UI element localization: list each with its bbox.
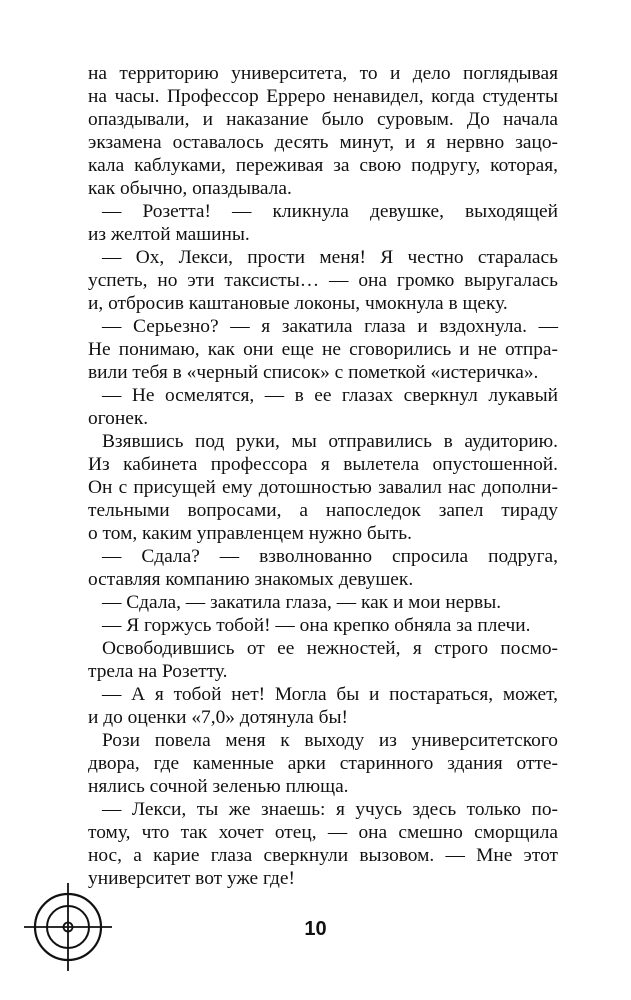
text-line: двора, где каменные арки старинного здания отте- [88,753,558,774]
text-line: Рози повела меня к выходу из университетского [102,730,558,751]
text-line: огонек. [88,408,149,429]
text-line: Освободившись от ее нежностей, я строго посмо- [102,638,558,659]
text-line: — Ох, Лекси, прости меня! Я честно старалась [102,247,558,268]
text-line: нос, а карие глаза сверкнули вызовом. — Мне этот [88,845,558,866]
text-line: — Не осмелятся, — в ее глазах сверкнул лукавый [102,385,558,406]
text-line: оставляя компанию знакомых девушек. [88,569,414,590]
text-line: — Розетта! — кликнула девушке, выходящей [102,201,558,222]
text-line: — Лекси, ты же знаешь: я учусь здесь только по- [102,799,558,820]
text-line: Не понимаю, как они еще не сговорились и не отпра- [88,339,558,360]
text-line: и, отбросив каштановые локоны, чмокнула в щеку. [88,293,508,314]
text-line: Он с присущей ему дотошностью завалил нас дополни- [88,477,558,498]
text-line: о том, каким управленцем нужно быть. [88,523,412,544]
text-line: — Сдала? — взволнованно спросила подруга, [102,546,558,567]
text-line: — Я горжусь тобой! — она крепко обняла за плечи. [102,615,531,636]
text-line: — Серьезно? — я закатила глаза и вздохнула. — [102,316,558,337]
text-line: экзамена оставалось десять минут, и я нервно зацо- [88,132,558,153]
text-line: Взявшись под руки, мы отправились в аудиторию. [102,431,558,452]
page-number: 10 [304,918,327,940]
text-line: как обычно, опаздывала. [88,178,292,199]
body-text [88,62,558,890]
text-line: и до оценки «7,0» дотянула бы! [88,707,348,728]
text-line: тельными вопросами, а напоследок запел тираду [88,500,558,521]
text-line: на территорию университета, то и дело поглядывая [88,63,558,84]
text-line: вили тебя в «черный список» с пометкой «истеричка». [88,362,539,383]
text-line: из желтой машины. [88,224,250,245]
text-line: — Сдала, — закатила глаза, — как и мои нервы. [102,592,502,613]
text-line: тому, что так хочет отец, — она смешно сморщила [88,822,558,843]
text-line: опаздывали, и наказание было суровым. До начала [88,109,558,130]
text-line: Из кабинета профессора я вылетела опустошенной. [88,454,558,475]
text-line: трела на Розетту. [88,661,228,682]
text-line: кала каблуками, переживая за свою подругу, которая, [88,155,558,176]
text-line: университет вот уже где! [88,868,295,889]
text-line: — А я тобой нет! Могла бы и постараться, может, [102,684,558,705]
text-line: нялись сочной зеленью плюща. [88,776,349,797]
text-line: успеть, но эти таксисты… — она громко выругалась [88,270,558,291]
text-line: на часы. Профессор Ерреро ненавидел, когда студенты [88,86,558,107]
